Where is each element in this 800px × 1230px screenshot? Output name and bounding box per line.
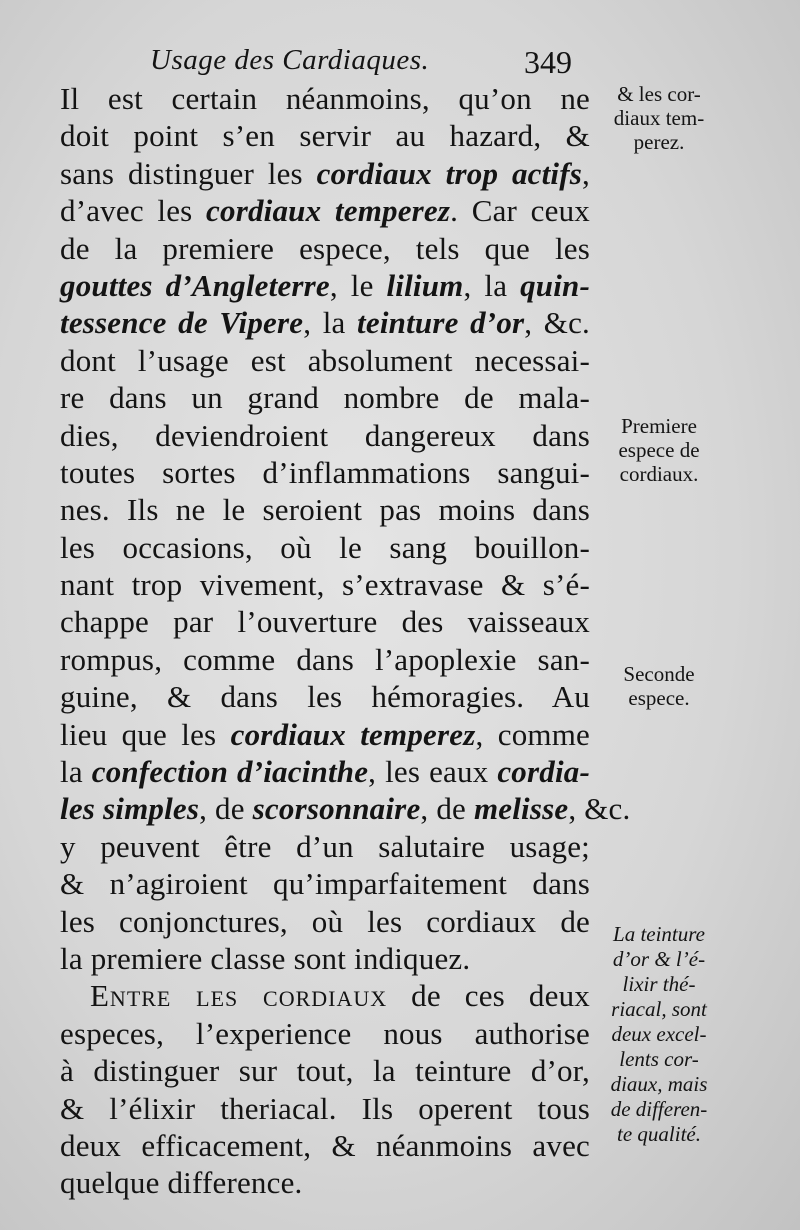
italic-term: cordiaux trop actifs: [316, 155, 583, 191]
text-run: la: [60, 754, 92, 790]
text-run: , de: [199, 791, 253, 827]
text-line: [60, 80, 590, 117]
margin-note-line: perez.: [633, 130, 685, 154]
text-run: chappe par l’ouverture des vaisseaux: [60, 604, 590, 640]
text-line: [60, 267, 590, 304]
text-line: [60, 903, 590, 940]
text-run: & n’agiroient qu’imparfaitement dans: [60, 866, 590, 902]
margin-note-line: cordiaux.: [619, 462, 699, 486]
text-line: [60, 1127, 590, 1164]
text-run: les occasions, où le sang bouillon-: [60, 529, 590, 565]
italic-term: lilium: [386, 267, 464, 303]
text-run: sans distinguer les: [60, 155, 317, 191]
text-line: [60, 417, 590, 454]
margin-note-line: & les cor-: [617, 82, 701, 106]
text-run: re dans un grand nombre de mala-: [60, 380, 590, 416]
text-line: [60, 1052, 590, 1089]
text-run: Il est certain néanmoins, qu’on ne: [60, 81, 590, 116]
text-run: dont l’usage est absolument necessai-: [60, 342, 590, 378]
text-run: , la: [463, 267, 521, 303]
italic-term: tessence de Vipere: [60, 305, 304, 341]
text-run: , &c.: [568, 791, 631, 827]
italic-term: teinture d’or: [357, 305, 525, 341]
text-line: [60, 566, 590, 603]
italic-term: gouttes d’Angleterre: [60, 267, 330, 303]
margin-note-line: Premiere: [621, 414, 697, 438]
text-line: [60, 230, 590, 267]
italic-term: melisse: [473, 791, 569, 827]
small-caps-run: Entre les cordiaux: [90, 978, 388, 1014]
margin-note-line: lixir thé-: [622, 972, 696, 996]
page-number: 349: [524, 44, 572, 80]
text-line: [60, 603, 590, 640]
margin-note-line: riacal, sont: [611, 997, 707, 1021]
margin-note-line: diaux, mais: [610, 1072, 708, 1096]
text-line: [60, 1015, 590, 1052]
italic-term: les simples: [60, 791, 200, 827]
text-line: [60, 641, 590, 678]
margin-note-line: te qualité.: [617, 1122, 701, 1146]
text-line: [60, 529, 590, 566]
text-line: [60, 379, 590, 416]
text-run: , le: [329, 267, 387, 303]
main-text-block: [60, 80, 631, 1202]
text-line: [60, 678, 590, 715]
text-line: [60, 491, 590, 528]
text-run: les conjonctures, où les cordiaux de: [60, 903, 590, 939]
margin-note-line: Seconde: [623, 662, 695, 686]
text-line: [60, 192, 590, 229]
text-run: especes, l’experience nous authorise: [60, 1015, 590, 1051]
text-line: [60, 1164, 590, 1201]
italic-term: quin-: [520, 267, 591, 303]
margin-note-line: espece.: [628, 686, 690, 710]
italic-term: cordiaux temperez: [230, 716, 476, 752]
text-run: de la premiere espece, tels que les: [60, 230, 590, 266]
text-run: de ces deux: [387, 978, 590, 1014]
text-run: y peuvent être d’un salutaire usage;: [60, 828, 590, 864]
text-run: d’avec les: [60, 193, 207, 229]
text-run: & l’élixir theriacal. Ils operent tous: [60, 1090, 590, 1126]
running-title: Usage des Cardiaques.: [150, 44, 430, 76]
margin-note-line: La teinture: [613, 922, 705, 946]
margin-note-seconde-espece: [594, 662, 724, 710]
text-run: . Car ceux: [450, 193, 590, 229]
text-line: [60, 753, 590, 790]
text-run: dies, deviendroient dangereux dans: [60, 417, 590, 453]
text-line: [60, 342, 590, 379]
margin-note-line: de differen-: [610, 1097, 708, 1121]
italic-term: confection d’iacinthe: [91, 754, 369, 790]
text-run: ,: [582, 155, 590, 191]
margin-note-line: d’or & l’é-: [612, 947, 706, 971]
text-line: [60, 155, 590, 192]
margin-note-premiere-espece: [594, 414, 724, 486]
text-run: à distinguer sur tout, la teinture d’or,: [60, 1053, 590, 1089]
text-line: [60, 117, 590, 154]
margin-note-cordiaux-temperez: [594, 82, 724, 154]
text-line: [60, 790, 631, 827]
text-run: , de: [420, 791, 474, 827]
text-line: [60, 828, 590, 865]
text-run: toutes sortes d’inflammations sangui-: [60, 454, 590, 490]
text-run: quelque difference.: [60, 1165, 303, 1201]
text-line: [60, 454, 590, 491]
text-line: [60, 940, 590, 977]
text-run: , la: [303, 305, 358, 341]
text-line: [60, 865, 590, 902]
italic-term: scorsonnaire: [252, 791, 421, 827]
text-run: deux efficacement, & néanmoins avec: [60, 1127, 590, 1163]
text-run: guine, & dans les hémoragies. Au: [60, 679, 590, 715]
text-run: , les eaux: [368, 754, 498, 790]
text-line: [60, 977, 590, 1014]
text-run: nes. Ils ne le seroient pas moins dans: [60, 492, 590, 528]
text-line: [60, 1090, 590, 1127]
text-run: la premiere classe sont indiquez.: [60, 940, 471, 976]
margin-note-line: espece de: [618, 438, 700, 462]
margin-note-line: lents cor-: [619, 1047, 699, 1071]
text-run: , &c.: [524, 305, 590, 341]
text-run: rompus, comme dans l’apoplexie san-: [60, 641, 590, 677]
text-run: nant trop vivement, s’extravase & s’é-: [60, 567, 590, 603]
italic-term: cordiaux temperez: [206, 193, 451, 229]
margin-note-line: deux excel-: [611, 1022, 707, 1046]
text-line: [60, 304, 590, 341]
margin-note-teinture-dor: [594, 922, 724, 1147]
text-run: , comme: [475, 716, 590, 752]
margin-note-line: diaux tem-: [613, 106, 705, 130]
italic-term: cordia-: [497, 754, 591, 790]
text-run: doit point s’en servir au hazard, &: [60, 118, 590, 154]
text-line: [60, 716, 590, 753]
text-run: lieu que les: [60, 716, 231, 752]
